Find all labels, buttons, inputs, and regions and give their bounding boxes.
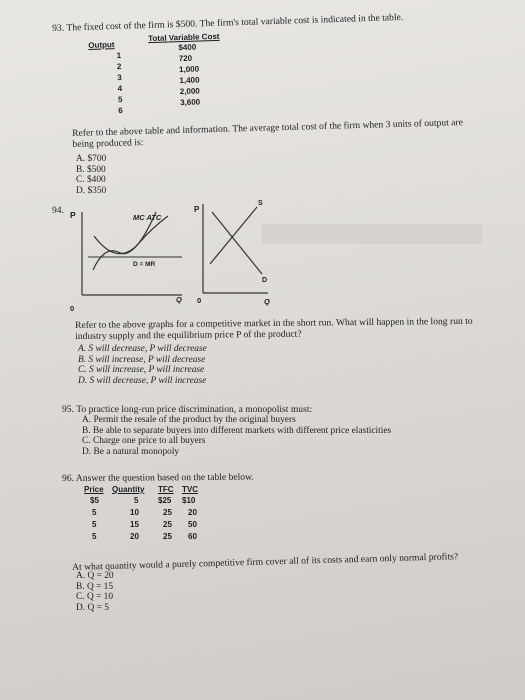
q96-cell: $25 (158, 496, 172, 505)
q96-cell: 10 (130, 508, 139, 517)
q96-cell: $10 (182, 496, 196, 505)
q96-table (84, 485, 234, 545)
q96-prompt (62, 472, 254, 484)
q96-option-a: A. Q = 20 (76, 571, 114, 581)
q94-question (75, 316, 473, 342)
q94-graphs (0, 0, 525, 330)
q96-option-b: B. Q = 15 (76, 581, 114, 592)
right-graph-d-label: D (262, 277, 268, 284)
q96-cell: 5 (92, 508, 97, 517)
q93-option-a: A. $700 (76, 154, 107, 164)
q93-cell-tvc: $400 (178, 42, 197, 53)
q94-option-c: C. S will increase, P will increase (78, 365, 205, 376)
q94-number: 94. (52, 205, 64, 216)
q96-text: Answer the question based on the table below. (75, 471, 254, 484)
q95-option-b: B. Be able to separate buyers into different markets with different price elasticities (82, 425, 392, 436)
q96-option-d: D. Q = 5 (76, 602, 109, 613)
q93-row: 3 (117, 72, 122, 83)
right-graph-origin-label: 0 (197, 296, 202, 305)
q95-option-d: D. Be a natural monopoly (82, 446, 180, 457)
q93-row: 6 (118, 105, 123, 116)
q95-option-a: A. Permit the resale of the product by the original buyers (82, 415, 296, 425)
right-graph-s-label: S (258, 200, 263, 207)
q96-cell: 20 (188, 508, 197, 517)
left-graph-dmr-label: D = MR (133, 261, 156, 268)
q93-row: 1 (116, 50, 122, 61)
left-graph-q-label: Q (176, 295, 182, 304)
q95-option-c: C. Charge one price to all buyers (82, 436, 206, 447)
q93-cell-tvc: 1,400 (179, 75, 200, 86)
q96-cell: 25 (163, 520, 172, 529)
q96-col-tfc: TFC (158, 485, 174, 494)
q96-option-c: C. Q = 10 (76, 592, 114, 603)
q95-number: 95. (62, 404, 74, 415)
q96-cell: 5 (92, 532, 97, 541)
q96-cell: 60 (188, 532, 197, 541)
q93-text: The fixed cost of the firm is $500. The firm's total variable cost is indicated in the table. (66, 11, 404, 34)
q96-cell: 50 (188, 520, 197, 529)
q94-option-a: A. S will decrease, P will decrease (78, 344, 207, 354)
q93-row: 5 (117, 94, 123, 105)
q96-question: At what quantity would a purely competitive firm cover all of its costs and earn only normal profits? (72, 551, 459, 573)
q93-option-b: B. $500 (76, 164, 106, 175)
q93-question-line: Refer to the above table and information. The average total cost of the firm when 3 units of output are (72, 117, 464, 139)
q95-options (82, 415, 391, 457)
left-graph-mc-atc-label: MC ATC (133, 213, 162, 222)
left-graph-p-label: P (70, 210, 76, 220)
q96-col-tvc: TVC (182, 485, 198, 494)
q93-option-c: C. $400 (76, 175, 106, 186)
q96-col-quantity: Quantity (112, 485, 145, 494)
q93-number: 93. (52, 22, 65, 34)
q95-prompt (62, 404, 312, 415)
q94-question-line: industry supply and the equilibrium price P of the product? (75, 328, 302, 342)
q93-cell-tvc: 2,000 (179, 86, 200, 97)
q93-col-output: Output (88, 40, 115, 50)
q94-option-b: B. S will increase, P will decrease (78, 354, 206, 365)
q93-row: 2 (116, 61, 122, 72)
supply-curve (210, 207, 257, 264)
q93-question-line: being produced is: (72, 137, 144, 150)
q96-cell: $5 (90, 496, 99, 505)
q95-text: To practice long-run price discrimination, a monopolist must: (76, 404, 313, 415)
q94-question-line: Refer to the above graphs for a competitive market in the short run. What will happen in the long run to (75, 315, 473, 331)
q96-cell: 5 (92, 520, 97, 529)
q96-cell: 20 (130, 532, 139, 541)
q96-col-price: Price (84, 485, 104, 494)
q96-cell: 15 (130, 520, 139, 529)
q94-options (78, 344, 207, 386)
q94-option-d: D. S will decrease, P will increase (78, 375, 207, 386)
q93-cell-tvc: 720 (178, 53, 193, 64)
shaded-band (262, 224, 482, 244)
q96-options (76, 571, 114, 613)
q96-cell: 25 (163, 508, 172, 517)
right-graph-q-label: Q (264, 297, 270, 306)
q93-row: 4 (117, 83, 123, 94)
q96-cell: 25 (163, 532, 172, 541)
q96-cell: 5 (134, 496, 139, 505)
q93-cell-tvc: 1,000 (178, 64, 200, 75)
right-graph-p-label: P (194, 205, 200, 214)
q93-col-tvc: Total Variable Cost (147, 31, 220, 44)
demand-curve (212, 212, 262, 274)
q96-number: 96. (62, 472, 75, 484)
left-graph-origin-label: 0 (70, 304, 75, 313)
q93-option-d: D. $350 (76, 185, 107, 196)
q93-cell-tvc: 3,600 (179, 97, 201, 108)
